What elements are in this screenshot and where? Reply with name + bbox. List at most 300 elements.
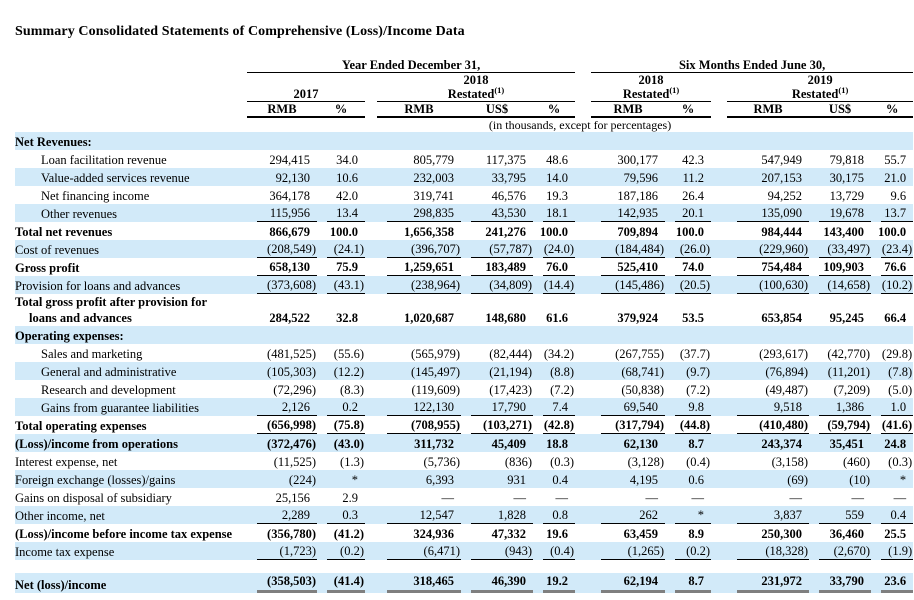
- value-text: (12.2): [333, 365, 364, 379]
- value-text: 33,790: [819, 573, 871, 593]
- col-group-header: Six Months Ended June 30,: [591, 58, 913, 73]
- value-text: 115,956: [257, 205, 317, 222]
- value-cell: [533, 204, 575, 222]
- value-cell: [317, 506, 365, 524]
- value-cell: [665, 416, 711, 434]
- section-filler-cell: [247, 132, 913, 150]
- value-text: (68,741): [621, 365, 665, 379]
- value-text: 30,175: [829, 171, 865, 185]
- value-text: 931: [507, 473, 526, 487]
- value-cell: [247, 398, 317, 416]
- value-cell: [727, 150, 809, 168]
- value-cell: [461, 294, 533, 326]
- value-cell: [809, 434, 871, 452]
- col-unit-header: RMB: [247, 102, 317, 118]
- value-text: (224): [288, 473, 316, 487]
- value-cell: [317, 294, 365, 326]
- value-cell: [461, 524, 533, 542]
- value-cell: [727, 380, 809, 398]
- row-label-line1: Total gross profit after provision for: [15, 295, 208, 309]
- table-row: [15, 398, 913, 416]
- value-cell: [461, 204, 533, 222]
- value-cell: [665, 452, 711, 470]
- value-text: —: [851, 491, 865, 505]
- gap-cell: [575, 542, 591, 560]
- gap-cell: [365, 452, 377, 470]
- value-text: (356,780): [267, 527, 316, 541]
- value-cell: [871, 452, 913, 470]
- value-text: 100.0: [878, 225, 907, 239]
- value-text: (0.2): [327, 543, 365, 560]
- value-cell: [727, 470, 809, 488]
- value-cell: [247, 524, 317, 542]
- value-cell: [665, 222, 711, 240]
- period-year: 2018: [463, 73, 489, 87]
- header-unit-row: [15, 102, 913, 118]
- gap-cell: [365, 150, 377, 168]
- value-cell: [317, 240, 365, 258]
- spacer-row: [15, 560, 913, 573]
- value-text: (5.0): [888, 383, 913, 397]
- row-label-line2: loans and advances: [29, 311, 132, 325]
- value-cell: [809, 204, 871, 222]
- value-cell: [461, 222, 533, 240]
- value-cell: [461, 380, 533, 398]
- value-cell: [727, 240, 809, 258]
- value-text: 14.0: [546, 171, 569, 185]
- value-text: 20.1: [675, 205, 711, 222]
- row-label: Total operating expenses: [15, 419, 147, 433]
- value-cell: [377, 398, 461, 416]
- value-text: 10.6: [336, 171, 358, 185]
- value-text: (21,194): [489, 365, 532, 379]
- value-text: (708,955): [387, 417, 461, 434]
- value-text: (100,630): [737, 277, 809, 294]
- value-text: 300,177: [617, 153, 659, 167]
- value-cell: [871, 294, 913, 326]
- gap-cell: [575, 488, 591, 506]
- value-text: 13.7: [881, 205, 913, 222]
- value-cell: [871, 542, 913, 560]
- value-cell: [533, 380, 575, 398]
- value-cell: [727, 542, 809, 560]
- value-text: 547,949: [761, 153, 803, 167]
- value-text: (44.8): [675, 417, 711, 434]
- value-cell: [665, 380, 711, 398]
- value-text: (238,964): [387, 277, 461, 294]
- table-row: [15, 168, 913, 186]
- value-text: (33,497): [819, 241, 871, 258]
- value-cell: [377, 506, 461, 524]
- value-cell: [591, 542, 665, 560]
- value-cell: [247, 186, 317, 204]
- row-label: Gross profit: [15, 261, 80, 275]
- header-spacer-cell: [711, 102, 727, 118]
- gap-cell: [365, 276, 377, 294]
- gap-cell: [575, 452, 591, 470]
- value-text: (0.4): [686, 455, 711, 469]
- header-spacer-cell: [365, 102, 377, 118]
- value-cell: [871, 276, 913, 294]
- value-text: 94,252: [767, 189, 803, 203]
- value-text: (358,503): [257, 573, 317, 593]
- value-text: 0.4: [881, 507, 913, 524]
- value-cell: [665, 573, 711, 593]
- value-text: 79,818: [829, 153, 865, 167]
- value-cell: [461, 186, 533, 204]
- value-cell: [317, 150, 365, 168]
- gap-cell: [575, 380, 591, 398]
- gap-cell: [711, 416, 727, 434]
- value-text: 284,522: [269, 311, 310, 325]
- value-text: 311,732: [414, 437, 454, 451]
- value-text: —: [513, 491, 526, 505]
- value-cell: [871, 168, 913, 186]
- table-row: [15, 416, 913, 434]
- value-cell: [591, 452, 665, 470]
- gap-cell: [365, 344, 377, 362]
- value-text: (34.2): [543, 347, 575, 361]
- value-text: 122,130: [387, 399, 461, 416]
- period-restated-label: Restated$^{(1)}$: [622, 84, 680, 101]
- value-text: 142,935: [601, 205, 665, 222]
- gap-cell: [711, 524, 727, 542]
- gap-cell: [575, 276, 591, 294]
- row-label: (Loss)/income from operations: [15, 434, 247, 452]
- value-text: (460): [842, 455, 871, 469]
- value-text: (119,609): [411, 383, 460, 397]
- value-text: (17,423): [489, 383, 532, 397]
- value-cell: [591, 344, 665, 362]
- value-cell: [809, 506, 871, 524]
- value-text: (0.3): [888, 455, 913, 469]
- value-text: 46,576: [491, 189, 526, 203]
- value-cell: [533, 452, 575, 470]
- value-cell: [727, 416, 809, 434]
- value-text: 984,444: [761, 225, 803, 239]
- value-text: (145,486): [601, 277, 665, 294]
- value-text: (0.4): [543, 543, 575, 560]
- value-cell: [533, 168, 575, 186]
- value-text: 19.2: [543, 573, 575, 593]
- value-text: 232,003: [413, 171, 454, 185]
- gap-cell: [365, 524, 377, 542]
- row-label: Net financing income: [41, 189, 150, 203]
- value-cell: [591, 506, 665, 524]
- value-cell: [665, 344, 711, 362]
- value-cell: [591, 204, 665, 222]
- value-cell: [533, 344, 575, 362]
- value-text: *: [675, 507, 711, 524]
- value-cell: [377, 434, 461, 452]
- value-cell: [809, 398, 871, 416]
- row-label: Interest expense, net: [15, 455, 118, 469]
- value-text: 45,409: [491, 437, 526, 451]
- period-year: 2017: [293, 87, 319, 101]
- value-cell: [247, 434, 317, 452]
- header-note-row: [15, 117, 913, 132]
- col-unit-header: %: [665, 102, 711, 118]
- value-cell: [377, 258, 461, 276]
- table-row: [15, 204, 913, 222]
- value-text: 1,020,687: [404, 311, 454, 325]
- value-text: 7.4: [543, 399, 575, 416]
- value-cell: [533, 258, 575, 276]
- value-text: 8.7: [675, 573, 711, 593]
- gap-cell: [575, 344, 591, 362]
- value-cell: [591, 186, 665, 204]
- gap-cell: [711, 186, 727, 204]
- value-cell: [809, 150, 871, 168]
- gap-cell: [365, 168, 377, 186]
- value-text: (184,484): [601, 241, 665, 258]
- value-cell: [591, 398, 665, 416]
- value-text: 21.0: [884, 171, 907, 185]
- value-text: (82,444): [489, 347, 532, 361]
- value-cell: [317, 573, 365, 593]
- value-text: (8.3): [340, 383, 364, 397]
- gap-cell: [575, 168, 591, 186]
- header-spacer-cell: [365, 73, 377, 102]
- gap-cell: [365, 398, 377, 416]
- value-cell: [871, 470, 913, 488]
- value-cell: [317, 488, 365, 506]
- value-cell: [871, 524, 913, 542]
- gap-cell: [365, 542, 377, 560]
- col-unit-header: RMB: [727, 102, 809, 118]
- value-text: (943): [471, 543, 533, 560]
- value-cell: [809, 470, 871, 488]
- value-text: (41.4): [327, 573, 365, 593]
- value-cell: [377, 344, 461, 362]
- value-text: (69): [787, 473, 809, 487]
- col-period-header: [727, 73, 913, 102]
- value-text: (267,755): [615, 347, 665, 361]
- value-text: 63,459: [623, 527, 659, 541]
- gap-cell: [711, 222, 727, 240]
- value-cell: [247, 416, 317, 434]
- value-cell: [727, 294, 809, 326]
- value-cell: [461, 488, 533, 506]
- value-text: (29.8): [881, 347, 913, 361]
- header-spacer-cell: [575, 73, 591, 102]
- gap-cell: [711, 452, 727, 470]
- value-text: (42.8): [543, 418, 575, 432]
- value-cell: [247, 452, 317, 470]
- table-body: [15, 132, 913, 593]
- value-text: 319,741: [413, 189, 454, 203]
- value-text: 19.6: [546, 527, 569, 541]
- value-text: (0.2): [675, 543, 711, 560]
- value-text: 243,374: [761, 437, 803, 451]
- value-text: (1,723): [257, 543, 317, 560]
- value-cell: [665, 294, 711, 326]
- value-text: 709,894: [617, 225, 659, 239]
- value-text: 1,828: [471, 507, 533, 524]
- gap-cell: [711, 240, 727, 258]
- col-unit-header: %: [533, 102, 575, 118]
- value-cell: [727, 398, 809, 416]
- value-cell: [591, 362, 665, 380]
- value-text: 62,130: [623, 437, 659, 451]
- gap-cell: [575, 573, 591, 593]
- value-cell: [871, 186, 913, 204]
- value-text: 69,540: [601, 399, 665, 416]
- value-cell: [377, 470, 461, 488]
- gap-cell: [575, 294, 591, 326]
- value-text: (50,838): [621, 383, 665, 397]
- value-cell: [247, 258, 317, 276]
- value-cell: [533, 222, 575, 240]
- gap-cell: [711, 204, 727, 222]
- value-cell: [809, 380, 871, 398]
- header-spacer-cell: [711, 73, 727, 102]
- value-cell: [665, 186, 711, 204]
- value-cell: [591, 416, 665, 434]
- table-row: [15, 470, 913, 488]
- row-label: Net (loss)/income: [15, 573, 247, 593]
- value-text: 12,547: [387, 507, 461, 524]
- col-group-header: Year Ended December 31,: [247, 58, 575, 73]
- value-cell: [317, 434, 365, 452]
- value-cell: [533, 470, 575, 488]
- value-text: 79,596: [623, 171, 659, 185]
- value-cell: [461, 258, 533, 276]
- value-text: 525,410: [601, 259, 665, 276]
- value-text: 32.8: [336, 311, 358, 325]
- value-text: 4,195: [629, 473, 659, 487]
- value-cell: [533, 416, 575, 434]
- value-cell: [809, 488, 871, 506]
- value-text: 294,415: [269, 153, 310, 167]
- value-cell: [317, 276, 365, 294]
- value-text: 34.0: [336, 153, 358, 167]
- table-row: [15, 276, 913, 294]
- value-cell: [317, 204, 365, 222]
- value-text: 207,153: [761, 171, 803, 185]
- value-text: (37.7): [679, 347, 711, 361]
- value-cell: [461, 150, 533, 168]
- value-cell: [727, 573, 809, 593]
- header-empty-cell: [15, 58, 247, 73]
- value-text: 8.7: [688, 437, 705, 451]
- value-cell: [461, 506, 533, 524]
- value-text: (1.9): [881, 543, 913, 560]
- value-cell: [377, 186, 461, 204]
- value-text: 13.4: [327, 205, 365, 222]
- value-cell: [461, 398, 533, 416]
- value-cell: [871, 258, 913, 276]
- value-text: 9.6: [890, 189, 907, 203]
- gap-cell: [575, 240, 591, 258]
- value-cell: [461, 416, 533, 434]
- value-cell: [533, 398, 575, 416]
- value-text: 9.8: [675, 399, 711, 416]
- gap-cell: [575, 186, 591, 204]
- units-note: (in thousands, except for percentages): [488, 118, 672, 132]
- value-cell: [591, 434, 665, 452]
- gap-cell: [365, 204, 377, 222]
- value-cell: [461, 434, 533, 452]
- value-cell: [533, 573, 575, 593]
- value-text: 24.8: [884, 437, 907, 451]
- value-cell: [461, 542, 533, 560]
- row-label: Value-added services revenue: [15, 168, 247, 186]
- value-cell: [727, 168, 809, 186]
- col-period-header: [591, 73, 711, 102]
- gap-cell: [575, 150, 591, 168]
- header-group-row: [15, 58, 913, 73]
- value-text: 2,289: [257, 507, 317, 524]
- value-text: 117,375: [485, 153, 526, 167]
- gap-cell: [711, 344, 727, 362]
- value-cell: [809, 542, 871, 560]
- value-text: (0.3): [550, 455, 575, 469]
- gap-cell: [711, 258, 727, 276]
- value-text: 53.5: [682, 311, 705, 325]
- period-year: 2018: [638, 73, 664, 87]
- value-text: (10.2): [881, 278, 913, 292]
- value-text: 61.6: [546, 311, 569, 325]
- value-text: (208,549): [257, 241, 317, 258]
- value-text: —: [691, 491, 705, 505]
- value-cell: [317, 398, 365, 416]
- period-restated-label: Restated$^{(1)}$: [791, 84, 849, 101]
- value-text: (373,608): [257, 277, 317, 294]
- col-period-header: [377, 73, 575, 102]
- value-cell: [377, 276, 461, 294]
- value-text: 0.8: [543, 507, 575, 524]
- value-cell: [809, 452, 871, 470]
- col-unit-header: %: [317, 102, 365, 118]
- value-text: 18.8: [546, 437, 569, 451]
- value-cell: [871, 398, 913, 416]
- value-text: (72,296): [273, 383, 316, 397]
- value-text: —: [555, 491, 569, 505]
- value-text: 17,790: [471, 399, 533, 416]
- value-text: (396,707): [387, 241, 461, 258]
- value-text: 298,835: [387, 205, 461, 222]
- footnote-ref: (1): [494, 84, 505, 95]
- value-cell: [533, 434, 575, 452]
- value-text: (59,794): [819, 417, 871, 434]
- value-text: 18.1: [543, 205, 575, 222]
- value-cell: [665, 276, 711, 294]
- row-label: Sales and marketing: [41, 347, 143, 361]
- value-cell: [461, 168, 533, 186]
- value-cell: [809, 416, 871, 434]
- table-row: [15, 362, 913, 380]
- value-cell: [377, 240, 461, 258]
- value-text: (41.6): [881, 418, 913, 432]
- table-row: [15, 434, 913, 452]
- value-text: (372,476): [267, 437, 316, 451]
- value-text: 75.9: [327, 259, 365, 276]
- value-text: (55.6): [333, 347, 364, 361]
- value-cell: [665, 506, 711, 524]
- value-text: —: [789, 491, 803, 505]
- value-text: (10): [849, 473, 871, 487]
- value-text: (24.0): [543, 242, 575, 256]
- value-text: 100.0: [539, 225, 569, 239]
- value-text: 241,276: [485, 225, 526, 239]
- value-text: (75.8): [327, 417, 365, 434]
- value-text: 2.9: [342, 491, 358, 505]
- value-cell: [377, 416, 461, 434]
- value-text: (2,670): [819, 543, 871, 560]
- gap-cell: [711, 434, 727, 452]
- value-text: (24.1): [327, 241, 365, 258]
